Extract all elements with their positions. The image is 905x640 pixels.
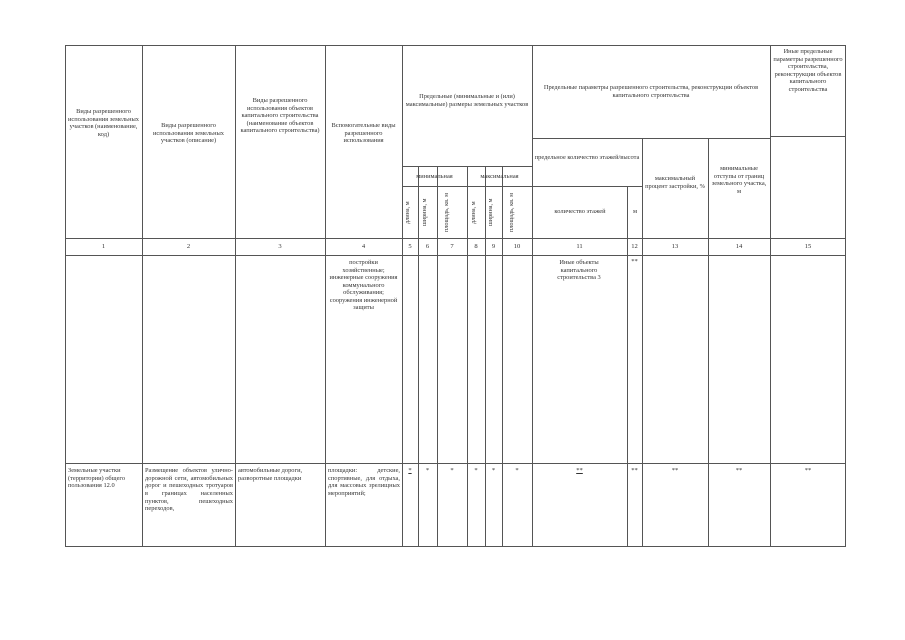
header-max-area: площадь, кв. м [508, 193, 515, 233]
column-number: 4 [361, 243, 366, 250]
header-plot-sizes: Предельные (минимальные и (или) максимальные) размеры земельных участков [405, 93, 529, 108]
col-divider [325, 45, 326, 547]
header-col3: Виды разрешенного использования объектов капитального строительства (наименование объектов капитального строительства) [240, 97, 320, 135]
row2-col13-cell: ** [671, 467, 679, 474]
col-divider [437, 166, 438, 547]
row-divider [532, 138, 770, 139]
row2-col3-cell: автомобильные дороги, разворотные площадки [238, 467, 303, 482]
header-maximal: максимальная [480, 173, 519, 180]
row2-col5-cell: * [408, 467, 412, 474]
column-number: 10 [513, 243, 521, 250]
col-divider [485, 166, 486, 547]
column-number: 13 [671, 243, 679, 250]
column-number: 7 [450, 243, 454, 250]
row2-col15-cell: ** [804, 467, 812, 474]
column-number: 15 [804, 243, 812, 250]
row2-col9-cell: * [491, 467, 496, 474]
row-divider [532, 186, 642, 187]
column-number: 6 [425, 243, 430, 250]
row2-col7-cell: * [450, 467, 454, 474]
row1-col11-cell: Иные объекты капитального строительства 3 [557, 259, 601, 282]
row-divider [65, 463, 846, 464]
row2-col10-cell: * [515, 467, 519, 474]
header-min-area: площадь, кв. м [443, 193, 450, 233]
header-floors-height: предельное количество этажей/высота [534, 154, 640, 161]
column-number: 1 [101, 243, 106, 250]
row2-col2-cell: Размещение объектов улично-дорожной сети, автомобильных дорог и пешеходных тротуаров в границах населенных пунктов, пешеходных переходов, [145, 467, 233, 513]
header-col15: Иные предельные параметры разрешенного строительства, реконструкции объектов капитального строительства [773, 48, 843, 93]
row2-col4-cell: площадки: детские, спортивные, для отдыха, для массовых зрелищных мероприятий; [328, 467, 400, 498]
row-divider [65, 238, 846, 239]
col-divider [235, 45, 236, 547]
column-number: 9 [491, 243, 496, 250]
header-min-width: ширина, м [421, 198, 428, 227]
header-max-percent: максимальный процент застройки, % [645, 175, 705, 190]
column-number: 8 [474, 243, 478, 250]
header-floors-count: количество этажей [554, 208, 606, 215]
row1-col12-cell: ** [631, 258, 638, 265]
row1-col4-cell: постройки хозяйственные; инженерные сооружения коммунального обслуживания; сооружения инженерной защиты [329, 259, 398, 312]
header-meters: м [632, 208, 638, 215]
column-number: 14 [735, 243, 743, 250]
row2-col12-cell: ** [631, 467, 638, 474]
col-divider [642, 138, 643, 547]
col-divider [502, 166, 503, 547]
header-construction: Предельные параметры разрешенного строительства, реконструкции объектов капитального строительства [543, 84, 759, 99]
column-number: 2 [186, 243, 191, 250]
row-divider [65, 255, 846, 256]
header-minimal: минимальная [416, 173, 453, 180]
header-max-length: длина, м [470, 201, 477, 224]
row2-col6-cell: * [425, 467, 430, 474]
col-divider [467, 166, 468, 547]
column-number: 5 [408, 243, 412, 250]
column-number: 3 [278, 243, 282, 250]
header-col2: Виды разрешенного использования земельных участков (описание) [153, 122, 224, 145]
header-col1: Виды разрешенного использования земельных участков (наименование, код) [68, 108, 139, 138]
header-max-width: ширина, м [487, 198, 494, 227]
column-number: 12 [631, 243, 638, 250]
row2-col11-cell: ** [576, 467, 583, 474]
column-number: 11 [576, 243, 583, 250]
header-min-setbacks: минимальные отступы от границ земельного участка, м [711, 165, 767, 195]
col-divider [627, 186, 628, 547]
row2-col1-cell: Земельные участки (территории) общего пользования 12.0 [68, 467, 126, 490]
header-col4: Вспомогательные виды разрешенного использования [331, 122, 396, 145]
col-divider [142, 45, 143, 547]
row-divider [402, 186, 532, 187]
col-divider [708, 138, 709, 547]
row2-col8-cell: * [474, 467, 478, 474]
row2-col14-cell: ** [735, 467, 743, 474]
col-divider [418, 166, 419, 547]
header-min-length: длина, м [404, 201, 411, 224]
